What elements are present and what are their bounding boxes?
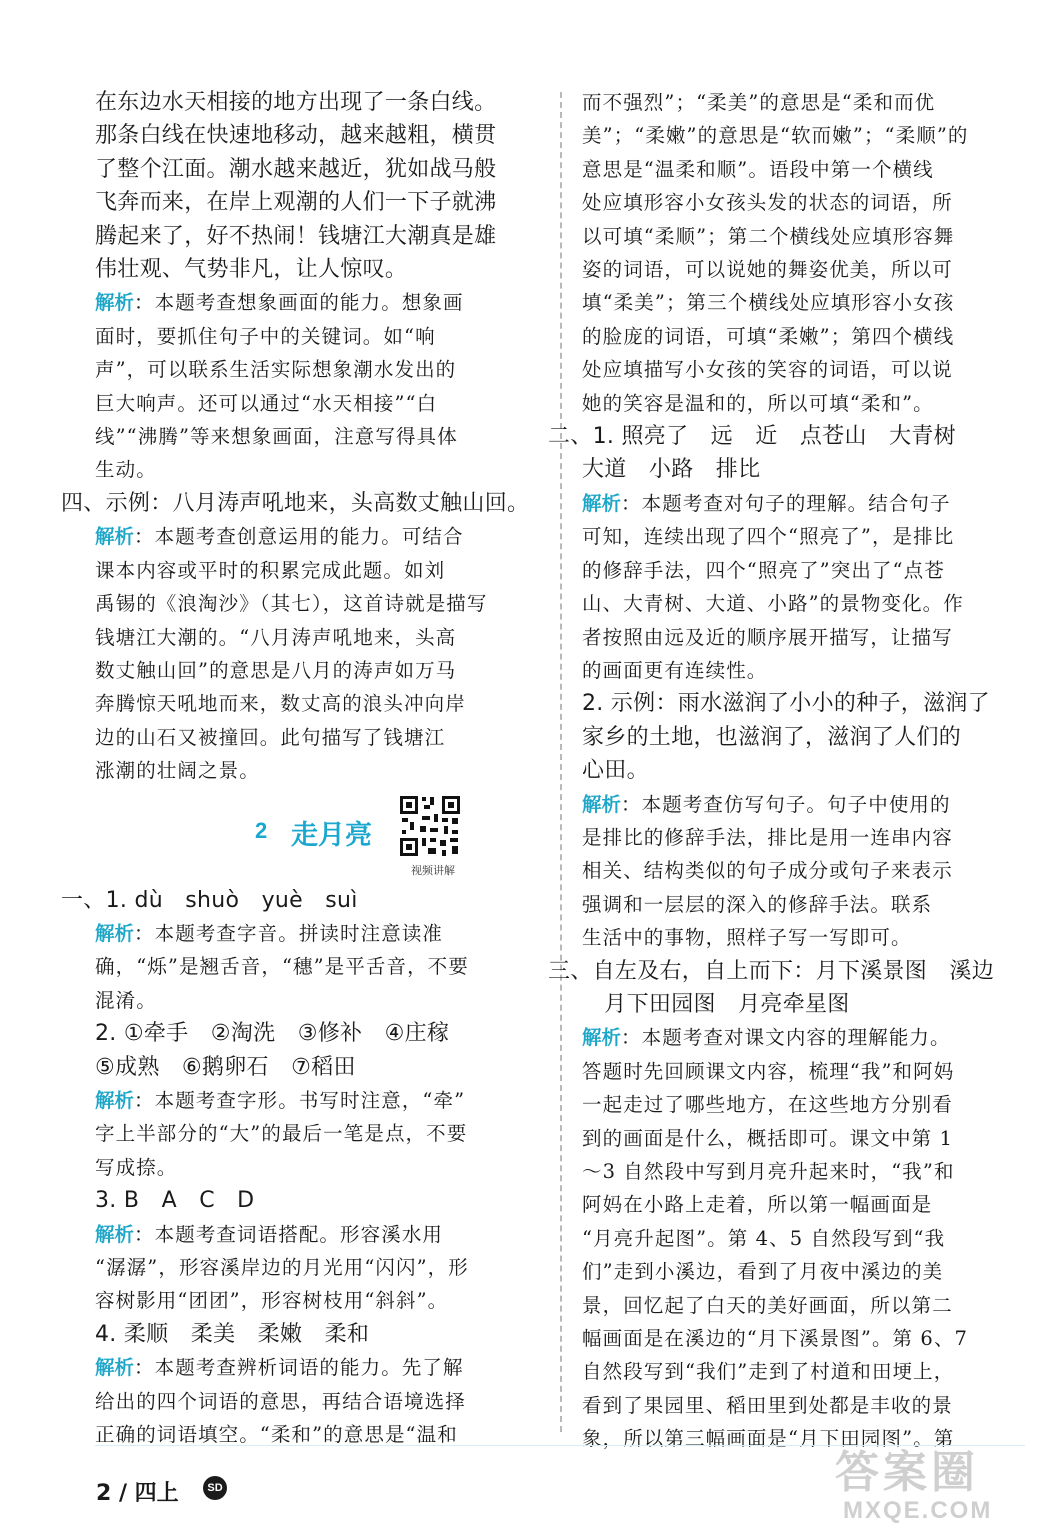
analysis-label: 解析 <box>95 1222 135 1246</box>
explanation-line: 生活中的事物，照样子写一写即可。 <box>582 926 912 950</box>
answer-line: 月下田园图 月亮牵星图 <box>582 991 850 1017</box>
question-heading: 三、自左及右，自上而下：月下溪景图 溪边 <box>548 958 995 984</box>
watermark-text: 答案圈 <box>835 1448 979 1497</box>
explanation-line: 边的山石又被撞回。此句描写了钱塘江 <box>95 725 446 749</box>
analysis-label: 解析 <box>95 1356 135 1380</box>
answer-line: 家乡的土地，也滋润了，滋润了人们的 <box>582 724 962 750</box>
analysis-label: 解析 <box>95 291 135 315</box>
analysis-text: ：本题考查想象画面的能力。想象画 <box>134 291 464 315</box>
explanation-line: 混淆。 <box>95 988 157 1012</box>
question-heading: 一、1. dù shuò yuè suì <box>61 887 358 913</box>
explanation-line: 数丈触山回”的意思是八月的涛声如万马 <box>95 658 457 682</box>
answer-line: 大道 小路 排比 <box>582 457 761 483</box>
explanation-line: 到的画面是什么，概括即可。课文中第 1 <box>582 1126 954 1150</box>
explanation-line: 姿的词语，可以说她的舞姿优美，所以可 <box>582 258 953 282</box>
analysis-label: 解析 <box>95 921 135 945</box>
analysis-line <box>582 788 1020 821</box>
analysis-text: ：本题考查词语搭配。形容溪水用 <box>134 1222 444 1246</box>
lesson-title-block <box>95 794 538 880</box>
analysis-text: ：本题考查创意运用的能力。可结合 <box>134 525 464 549</box>
question-heading: 四、示例：八月涛声吼地来，头高数丈触山回。 <box>61 490 530 516</box>
explanation-line: 巨大响声。还可以通过“水天相接”“白 <box>95 391 438 415</box>
explanation-line: 面时，要抓住句子中的关键词。如“响 <box>95 324 436 348</box>
answer-line: 了整个江面。潮水越来越近，犹如战马般 <box>95 156 497 182</box>
answer-line: 2. ①牵手 ②淘洗 ③修补 ④庄稼 <box>95 1021 450 1047</box>
left-column <box>61 86 538 1451</box>
explanation-line: 意思是“温柔和顺”。语段中第一个横线 <box>582 157 934 181</box>
explanation-line: 正确的词语填空。“柔和”的意思是“温和 <box>95 1423 458 1447</box>
analysis-label: 解析 <box>582 792 622 816</box>
explanation-line: 可知，连续出现了四个“照亮了”，是排比 <box>582 525 955 549</box>
explanation-line: 答题时先回顾课文内容，梳理“我”和阿妈 <box>582 1059 955 1083</box>
answer-line: 那条白线在快速地移动，越来越粗，横贯 <box>95 123 497 149</box>
explanation-line: 是排比的修辞手法，排比是用一连串内容 <box>582 825 953 849</box>
explanation-line: 给出的四个词语的意思，再结合语境选择 <box>95 1389 466 1413</box>
explanation-line: 景，回忆起了白天的美好画面，所以第二 <box>582 1293 953 1317</box>
explanation-line: 以可填“柔顺”；第二个横线处应填形容舞 <box>582 224 955 248</box>
right-column <box>548 86 1020 1456</box>
explanation-line: 禹锡的《浪淘沙》（其七），这首诗就是描写 <box>95 592 488 616</box>
column-divider <box>560 92 562 1432</box>
explanation-line: 线”“沸腾”等来想象画面，注意写得具体 <box>95 425 458 449</box>
explanation-line: “月亮升起图”。第 4、5 自然段写到“我 <box>582 1226 946 1250</box>
explanation-line: 写成捺。 <box>95 1155 178 1179</box>
answer-line: 伟壮观、气势非凡，让人惊叹。 <box>95 257 408 283</box>
explanation-line: 奔腾惊天吼地而来，数丈高的浪头冲向岸 <box>95 692 466 716</box>
lesson-title: 走月亮 <box>291 819 372 851</box>
answer-line: 在东边水天相接的地方出现了一条白线。 <box>95 90 497 115</box>
sd-badge: SD <box>203 1476 227 1500</box>
analysis-text: ：本题考查对句子的理解。结合句子 <box>621 491 951 515</box>
analysis-text: ：本题考查字形。书写时注意，“牵” <box>134 1088 466 1112</box>
analysis-text: ：本题考查仿写句子。句子中使用的 <box>621 792 951 816</box>
lesson-number: 2 <box>255 817 268 843</box>
explanation-line: 涨潮的壮阔之景。 <box>95 759 260 783</box>
explanation-line: 字上半部分的“大”的最后一笔是点，不要 <box>95 1122 468 1146</box>
answer-line: 飞奔而来，在岸上观潮的人们一下子就沸 <box>95 190 497 216</box>
analysis-line <box>95 1218 538 1251</box>
explanation-line: “潺潺”，形容溪岸边的月光用“闪闪”，形 <box>95 1256 469 1279</box>
analysis-text: ：本题考查对课文内容的理解能力。 <box>621 1026 951 1050</box>
analysis-line <box>95 1084 538 1117</box>
answer-line: 腾起来了，好不热闹！钱塘江大潮真是雄 <box>95 223 497 249</box>
analysis-line <box>95 286 538 319</box>
explanation-line: 的修辞手法，四个“照亮了”突出了“点苍 <box>582 558 945 582</box>
explanation-line: 幅画面是在溪边的“月下溪景图”。第 6、7 <box>582 1327 969 1351</box>
explanation-line: 确，“烁”是翘舌音，“穗”是平舌音，不要 <box>95 955 469 979</box>
explanation-line: 美”；“柔嫩”的意思是“软而嫩”；“柔顺”的 <box>582 124 969 148</box>
explanation-line: 自然段写到“我们”走到了村道和田埂上， <box>582 1360 955 1384</box>
answer-line: 心田。 <box>582 758 649 784</box>
analysis-line <box>95 1351 538 1384</box>
answer-line: 2. 示例：雨水滋润了小小的种子，滋润了 <box>582 691 990 717</box>
analysis-label: 解析 <box>95 1088 135 1112</box>
analysis-line <box>95 520 538 553</box>
explanation-line: 看到了果园里、稻田里到处都是丰收的景 <box>582 1393 953 1417</box>
analysis-line <box>582 487 1020 520</box>
qr-code-icon[interactable] <box>398 794 462 858</box>
explanation-line: 处应填描写小女孩的笑容的词语，可以说 <box>582 358 953 382</box>
explanation-line: 阿妈在小路上走着，所以第一幅画面是 <box>582 1193 933 1217</box>
analysis-line <box>95 917 538 950</box>
explanation-line: 钱塘江大潮的。“八月涛声吼地来，头高 <box>95 625 457 649</box>
answer-line: 4. 柔顺 柔美 柔嫩 柔和 <box>95 1321 370 1347</box>
qr-caption: 视频讲解 <box>411 863 455 877</box>
explanation-line: 生动。 <box>95 458 157 482</box>
explanation-line: 一起走过了哪些地方，在这些地方分别看 <box>582 1093 953 1117</box>
explanation-line: 的脸庞的词语，可填“柔嫩”；第四个横线 <box>582 324 955 348</box>
analysis-line <box>582 1021 1020 1054</box>
explanation-line: 者按照由远及近的顺序展开描写，让描写 <box>582 625 953 649</box>
explanation-line: 强调和一层层的深入的修辞手法。联系 <box>582 892 933 916</box>
explanation-line: 山、大青树、大道、小路”的景物变化。作 <box>582 592 964 616</box>
analysis-label: 解析 <box>582 1026 622 1050</box>
explanation-line: 填“柔美”；第三个横线处应填形容小女孩 <box>582 291 955 315</box>
explanation-line: 象，所以第三幅画面是“月下田园图”。第 <box>582 1427 955 1451</box>
analysis-text: ：本题考查字音。拼读时注意读准 <box>134 921 444 945</box>
explanation-line: 课本内容或平时的积累完成此题。如刘 <box>95 558 446 582</box>
watermark-url: MXQE.COM <box>843 1497 993 1524</box>
watermark <box>835 1448 992 1524</box>
explanation-line: 相关、结构类似的句子成分或句子来表示 <box>582 859 953 883</box>
page-number: 2 / 四上 <box>96 1481 179 1506</box>
explanation-line: 们”走到小溪边，看到了月夜中溪边的美 <box>582 1260 944 1284</box>
explanation-line: 她的笑容是温和的，所以可填“柔和”。 <box>582 391 934 415</box>
explanation-line: 的画面更有连续性。 <box>582 658 768 682</box>
question-heading: 二、1. 照亮了 远 近 点苍山 大青树 <box>548 424 956 450</box>
answer-line: 3. B A C D <box>95 1188 255 1214</box>
explanation-line: 而不强烈”；“柔美”的意思是“柔和而优 <box>582 91 936 114</box>
explanation-line: 声”，可以联系生活实际想象潮水发出的 <box>95 358 457 382</box>
analysis-label: 解析 <box>95 525 135 549</box>
analysis-label: 解析 <box>582 491 622 515</box>
explanation-line: ～3 自然段中写到月亮升起来时，“我”和 <box>582 1160 955 1183</box>
answer-line: ⑤成熟 ⑥鹅卵石 ⑦稻田 <box>95 1054 356 1080</box>
explanation-line: 容树影用“团团”，形容树枝用“斜斜”。 <box>95 1289 449 1313</box>
analysis-text: ：本题考查辨析词语的能力。先了解 <box>134 1356 464 1380</box>
footer-rule <box>95 1445 1025 1446</box>
explanation-line: 处应填形容小女孩头发的状态的词语，所 <box>582 191 953 215</box>
